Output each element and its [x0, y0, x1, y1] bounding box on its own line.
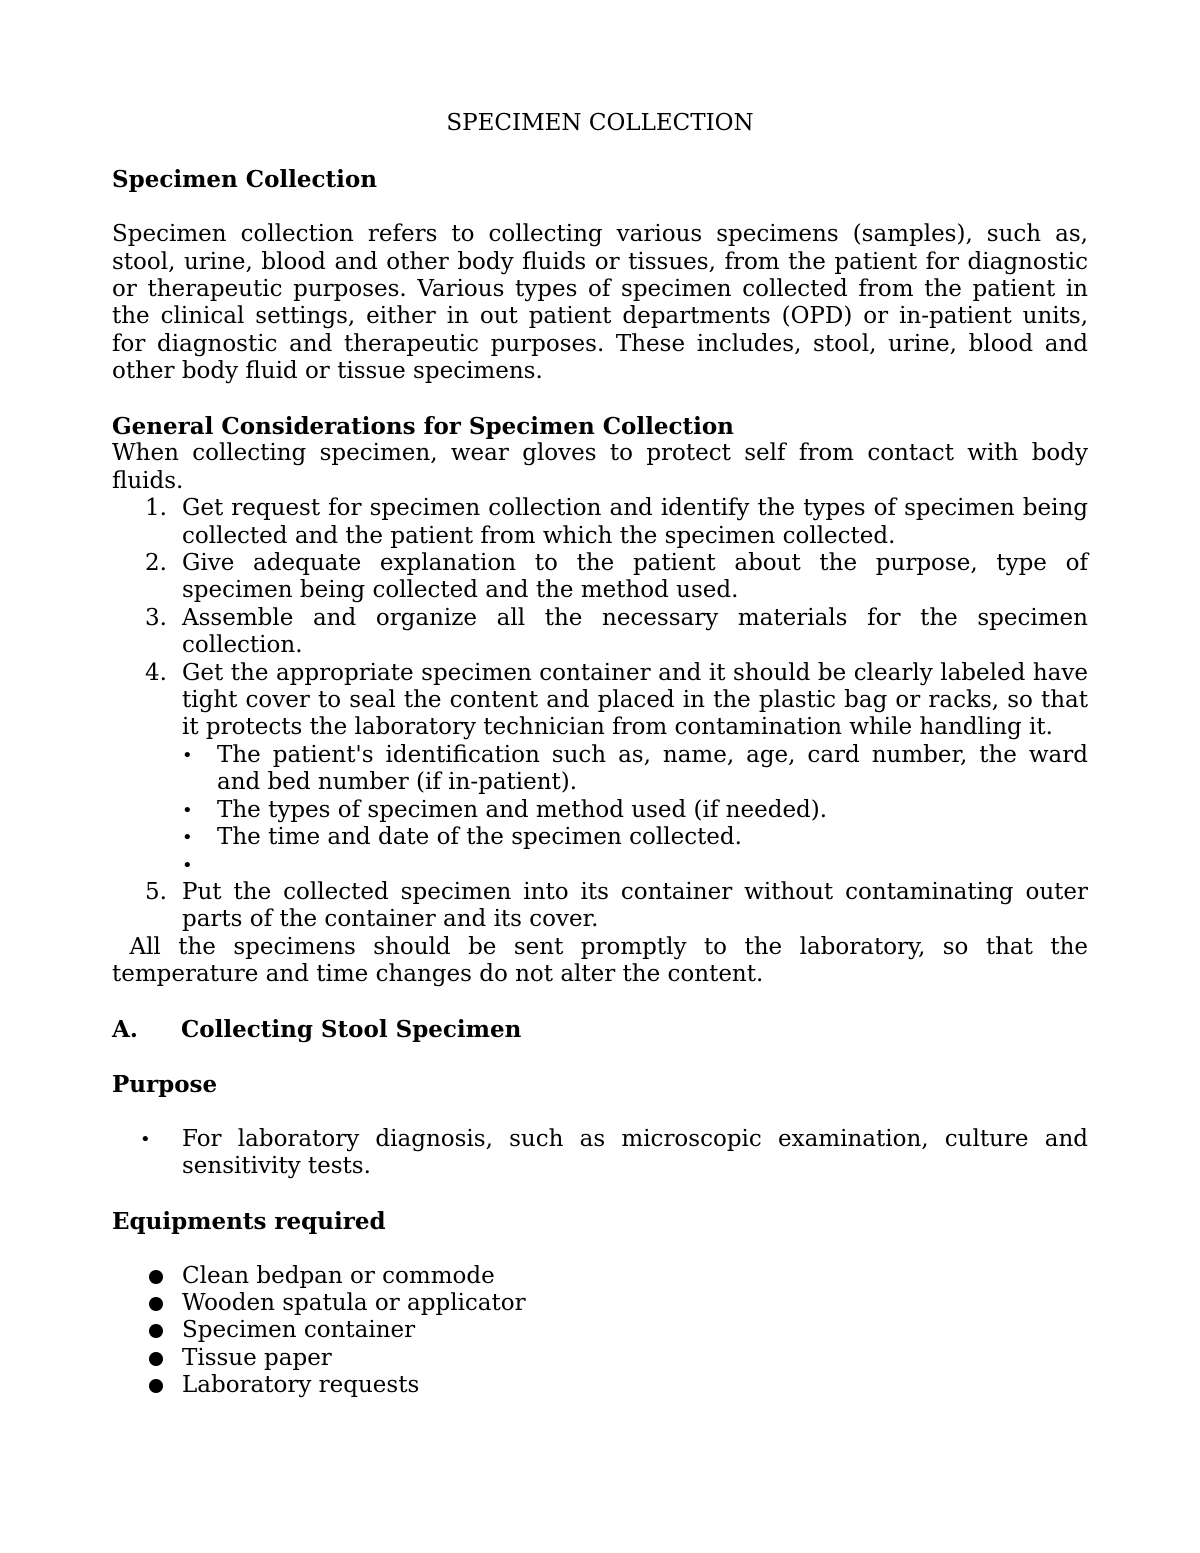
- general-heading: General Considerations for Specimen Collection: [112, 413, 734, 441]
- general-lead: When collecting specimen, wear gloves to protect self from contact with body fluids.: [112, 440, 1088, 494]
- list-item-text: The types of specimen and method used (if needed).: [217, 796, 828, 823]
- list-item: [182, 742, 1088, 797]
- list-item: [112, 1263, 1088, 1290]
- list-item: [112, 605, 1088, 660]
- list-item-text: Get the appropriate specimen container and it should be clearly labeled have tight cover to seal the content and placed in the plastic bag or racks, so that it protects the laboratory technician from contamination while handling it.: [182, 659, 1088, 741]
- document-page: [112, 110, 1096, 1400]
- section-heading: [112, 1016, 1088, 1043]
- spacer: [112, 139, 1088, 166]
- purpose-heading: Purpose: [112, 1070, 218, 1098]
- list-item-text: Wooden spatula or applicator: [182, 1289, 526, 1316]
- spacer: [112, 1043, 1088, 1070]
- label-details-list: [182, 742, 1088, 879]
- bullet-disc-icon: [149, 1379, 163, 1393]
- bullet-icon: •: [182, 854, 193, 876]
- list-item-text: The time and date of the specimen collected.: [217, 824, 742, 851]
- list-item-text: The patient's identification such as, name, age, card number, the ward and bed number (if in-patient).: [217, 741, 1088, 796]
- bullet-disc-icon: [149, 1297, 163, 1311]
- intro-paragraph: Specimen collection refers to collecting various specimens (samples), such as, stool, urine, blood and other body fluids or tissues, from the patient for diagnostic or therapeutic purposes. Various types of specimen collected from the patient in the clinical settings, either in out patient departments (OPD) or in-patient units, for diagnostic and therapeutic purposes. These includes, stool, urine, blood and other body fluid or tissue specimens.: [112, 221, 1088, 385]
- list-item: [112, 1372, 1088, 1399]
- list-number: 3.: [145, 604, 167, 631]
- list-item-text: Give adequate explanation to the patient about the purpose, type of specimen being collected and the method used.: [182, 550, 1088, 604]
- bullet-icon: •: [182, 799, 193, 821]
- list-item: [112, 1345, 1088, 1372]
- list-item: [112, 879, 1088, 934]
- list-item-text: Assemble and organize all the necessary materials for the specimen collection.: [182, 604, 1088, 659]
- document-title: SPECIMEN COLLECTION: [446, 110, 754, 136]
- equipment-heading: Equipments required: [112, 1207, 386, 1235]
- bullet-icon: •: [182, 827, 193, 849]
- spacer: [112, 989, 1088, 1016]
- purpose-list: [112, 1126, 1088, 1181]
- bullet-disc-icon: [149, 1324, 163, 1338]
- list-item: [112, 495, 1088, 550]
- list-item-text: For laboratory diagnosis, such as microscopic examination, culture and sensitivity tests.: [182, 1125, 1088, 1179]
- list-item: [112, 1126, 1088, 1181]
- intro-heading: Specimen Collection: [112, 166, 377, 194]
- spacer: [112, 194, 1088, 221]
- bullet-disc-icon: [149, 1352, 163, 1366]
- list-number: 4.: [145, 659, 167, 686]
- spacer: [112, 1235, 1088, 1262]
- list-item: [112, 660, 1088, 879]
- list-item: [182, 824, 1088, 851]
- list-item-text: Specimen container: [182, 1317, 416, 1344]
- list-item-text: Clean bedpan or commode: [182, 1262, 495, 1289]
- list-item-text: Tissue paper: [182, 1344, 332, 1371]
- section-title: Collecting Stool Specimen: [181, 1015, 522, 1043]
- list-number: 5.: [145, 878, 167, 905]
- bullet-icon: •: [182, 744, 193, 766]
- list-item: [112, 1317, 1088, 1344]
- list-item-text: Put the collected specimen into its container without contaminating outer parts of the container and its cover.: [182, 878, 1088, 933]
- list-item-text: Laboratory requests: [182, 1372, 420, 1399]
- bullet-icon: •: [140, 1128, 151, 1150]
- list-item-text: Get request for specimen collection and identify the types of specimen being collected and the patient from which the specimen collected.: [182, 495, 1088, 549]
- spacer: [112, 386, 1088, 413]
- considerations-list: [112, 495, 1088, 933]
- closing-paragraph: All the specimens should be sent promptly to the laboratory, so that the temperature and time changes do not alter the content.: [112, 933, 1096, 988]
- section-letter: A.: [112, 1015, 138, 1043]
- equipment-list: [112, 1263, 1088, 1400]
- spacer: [112, 1180, 1088, 1207]
- list-number: 2.: [145, 550, 167, 577]
- bullet-disc-icon: [149, 1270, 163, 1284]
- list-number: 1.: [145, 495, 167, 522]
- list-item: [112, 1290, 1088, 1317]
- list-item: [112, 550, 1088, 605]
- spacer: [112, 1098, 1088, 1125]
- list-item: [182, 797, 1088, 824]
- list-item: [182, 852, 1088, 879]
